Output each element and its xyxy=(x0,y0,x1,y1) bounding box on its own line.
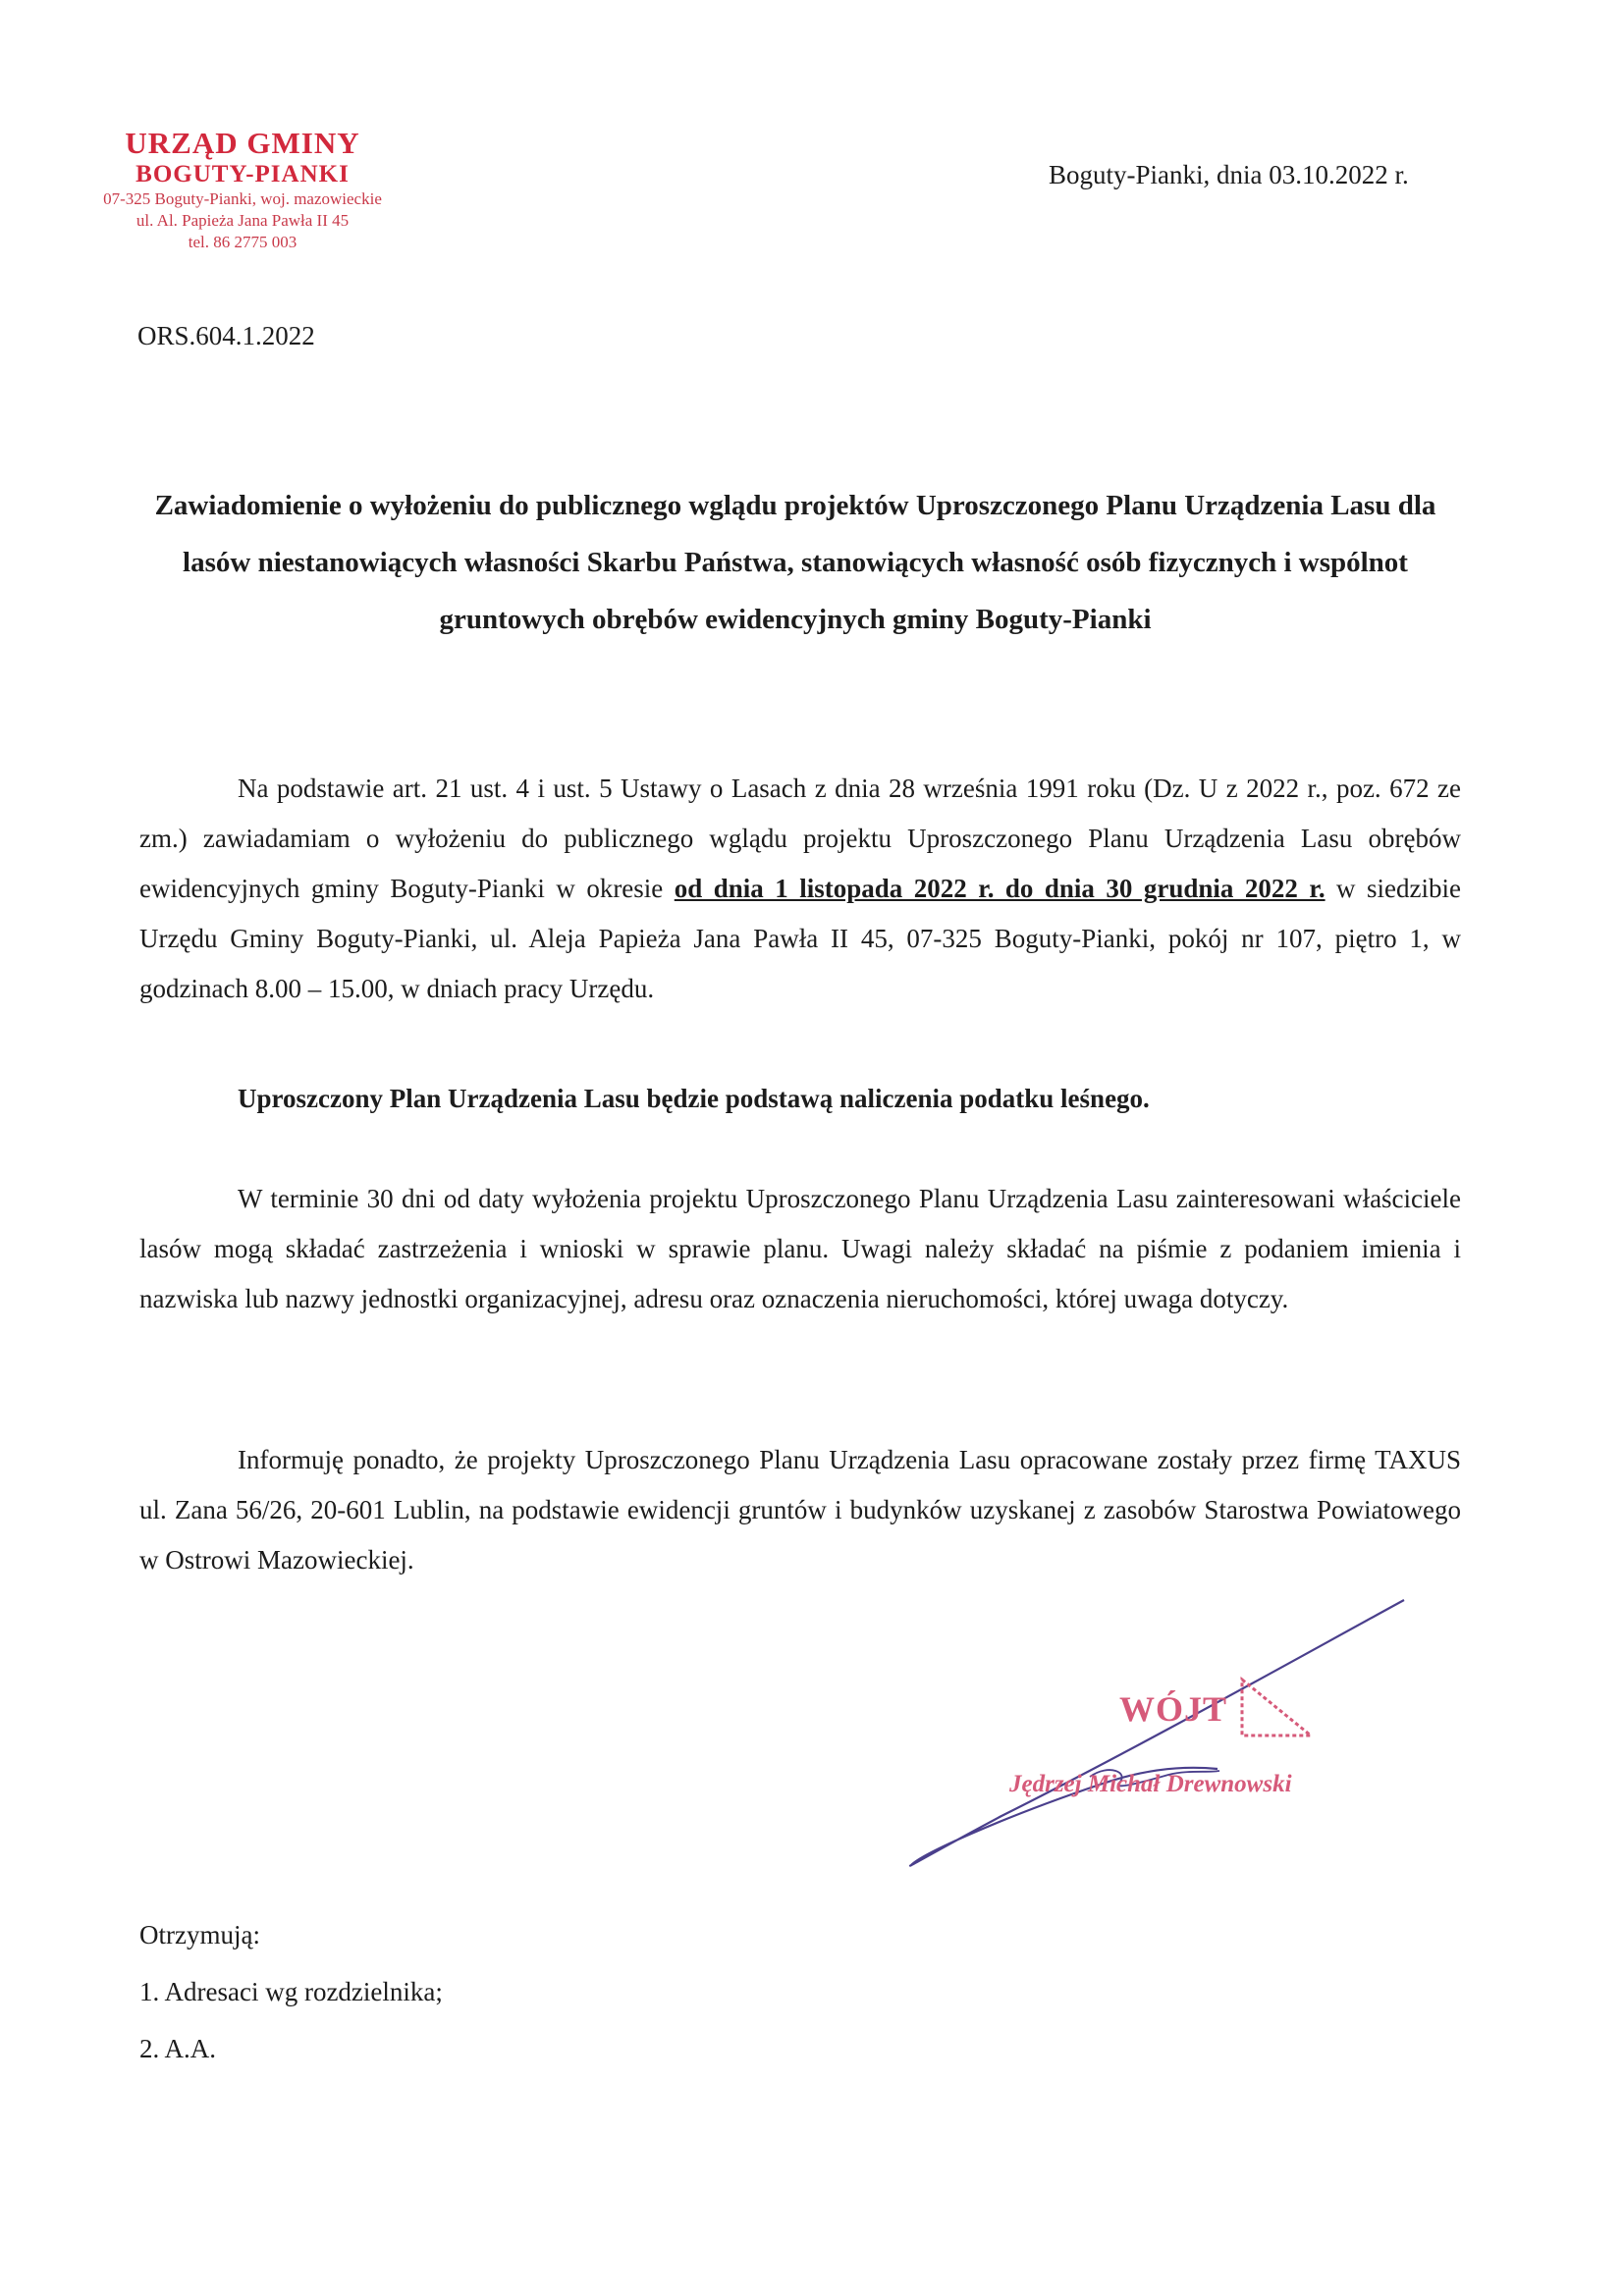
stamp-office-name: URZĄD GMINY xyxy=(125,126,360,160)
signatory-name: Jędrzej Michał Drewnowski xyxy=(1009,1771,1292,1797)
paragraph-contractor: Informuję ponadto, że projekty Uproszczonego Planu Urządzenia Lasu opracowane zostały przez firmę TAXUS ul. Zana 56/26, 20-601 Lublin, na podstawie ewidencji gruntów i budynków uzyskanej z zasobów Starostwa Powiatowego w Ostrowi Mazowieckiej. xyxy=(139,1445,1461,1575)
document-date: Boguty-Pianki, dnia 03.10.2022 r. xyxy=(1049,160,1409,189)
document-title: Zawiadomienie o wyłożeniu do publicznego wglądu projektów Uproszczonego Planu Urządzenia Lasu dla lasów niestanowiących własności Skarbu Państwa, stanowiących własność osób fizycznych i wspólnot gruntowych obrębów ewidencyjnych gminy Boguty-Pianki xyxy=(154,490,1436,635)
inspection-period: od dnia 1 listopada 2022 r. do dnia 30 grudnia 2022 r. xyxy=(674,874,1325,903)
stamp-street: ul. Al. Papieża Jana Pawła II 45 xyxy=(135,211,350,230)
office-stamp xyxy=(51,126,434,253)
paragraph-tax-basis: Uproszczony Plan Urządzenia Lasu będzie podstawą naliczenia podatku leśnego. xyxy=(238,1084,1150,1113)
recipient-item: 2. A.A. xyxy=(139,2034,217,2063)
stamp-phone: tel. 86 2775 003 xyxy=(188,233,298,251)
seal-mark xyxy=(1237,1675,1316,1743)
paragraph-legal-basis xyxy=(139,764,1461,1014)
stamp-address: 07-325 Boguty-Pianki, woj. mazowieckie xyxy=(103,189,382,208)
recipient-item: 1. Adresaci wg rozdzielnika; xyxy=(139,1977,443,2006)
recipients-heading: Otrzymują: xyxy=(139,1920,260,1949)
recipients-list xyxy=(139,1906,443,2077)
paragraph-objections: W terminie 30 dni od daty wyłożenia projektu Uproszczonego Planu Urządzenia Lasu zainteresowani właściciele lasów mogą składać zastrzeżenia i wnioski w sprawie planu. Uwagi należy składać na piśmie z podaniem imienia i nazwiska lub nazwy jednostki organizacyjnej, adresu oraz oznaczenia nieruchomości, której uwaga dotyczy. xyxy=(139,1184,1461,1313)
signature-block xyxy=(884,1590,1434,1885)
stamp-municipality: BOGUTY-PIANKI xyxy=(135,161,350,187)
paragraph-legal-basis-part1: Na podstawie art. 21 ust. 4 i ust. 5 Ustawy o Lasach z dnia 28 września 1991 roku (Dz. U z 2022 r., poz. 672 ze zm.) zawiadamiam o wyłożeniu do publicznego wglądu projektu Uproszczonego Planu Urządzenia Lasu obrębów ewidencyjnych gminy Boguty-Pianki w okresie xyxy=(139,774,1461,903)
signature-title: WÓJT xyxy=(1119,1689,1228,1729)
handwritten-signature-stroke xyxy=(884,1590,1434,1885)
reference-number: ORS.604.1.2022 xyxy=(137,321,315,350)
paragraph-legal-basis-part2: w siedzibie Urzędu Gminy Boguty-Pianki, ul. Aleja Papieża Jana Pawła II 45, 07-325 Boguty-Pianki, pokój nr 107, piętro 1, w godzinach 8.00 – 15.00, w dniach pracy Urzędu. xyxy=(139,874,1461,1003)
